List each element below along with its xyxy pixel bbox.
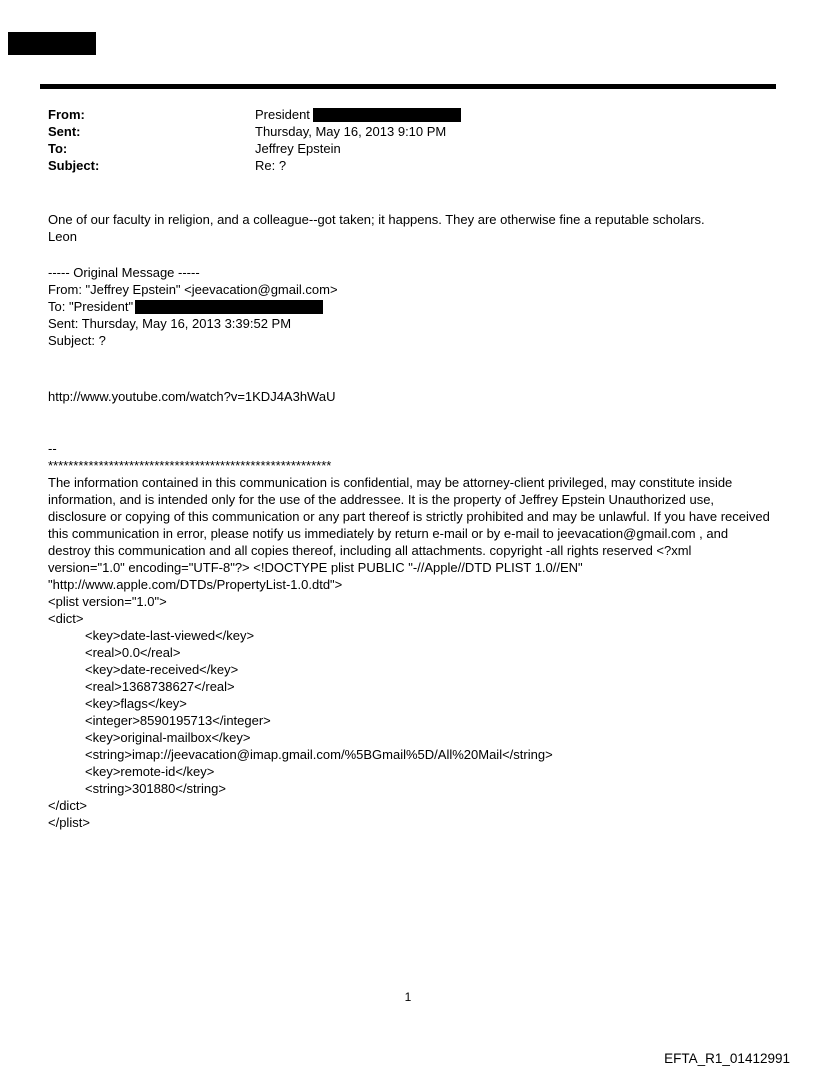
- redaction-bar-from: [313, 108, 461, 122]
- sent-value: Thursday, May 16, 2013 9:10 PM: [255, 124, 447, 139]
- disclaimer-text: The information contained in this communication is confidential, may be attorney-client privileged, may constitute inside information, and is intended only for the use of the addressee. It is the property of Jeffrey Epstein Unauthorized use, disclosure or copying of this communication or any part thereof is strictly prohibited and may be unlawful. If you have received this communication in error, please notify us immediately by return e-mail or by e-mail to jeevacation@gmail.com , and destroy this communication and all copies thereof, including all attachments. copyright -all rights reserved <?xml version="1.0" encoding="UTF-8"?> <!DOCTYPE plist PUBLIC "-//Apple//DTD PLIST 1.0//EN" "http://www.apple.com/DTDs/PropertyList-1.0.dtd">: [48, 475, 770, 592]
- message-body: [48, 211, 770, 245]
- original-to-text: To: "President": [48, 299, 134, 314]
- plist-line: <real>1368738627</real>: [85, 679, 235, 694]
- plist-line: <string>imap://jeevacation@imap.gmail.com/%5BGmail%5D/All%20Mail</string>: [85, 747, 553, 762]
- original-subject-line: Subject: ?: [48, 333, 106, 348]
- plist-line: <integer>8590195713</integer>: [85, 713, 271, 728]
- subject-label: Subject:: [48, 158, 100, 173]
- plist-line: <string>301880</string>: [85, 781, 226, 796]
- asterisk-line: ********************************************************: [48, 458, 332, 473]
- original-message-divider: ----- Original Message -----: [48, 265, 200, 280]
- header-row-subject: [48, 157, 768, 174]
- plist-line: <key>date-last-viewed</key>: [85, 628, 255, 643]
- plist-line: </plist>: [48, 815, 90, 830]
- signature-divider: --: [48, 441, 57, 456]
- plist-line: <key>date-received</key>: [85, 662, 239, 677]
- signature-disclaimer-block: [48, 440, 770, 831]
- email-header: [48, 106, 768, 174]
- plist-line: </dict>: [48, 798, 88, 813]
- to-value: Jeffrey Epstein: [255, 141, 341, 156]
- plist-line: <plist version="1.0">: [48, 594, 167, 609]
- header-divider-rule: [40, 84, 776, 89]
- plist-line: <key>flags</key>: [85, 696, 187, 711]
- plist-line: <dict>: [48, 611, 84, 626]
- from-value-text: President: [255, 107, 310, 122]
- redaction-bar-top-left: [8, 32, 96, 55]
- original-to-line: [48, 298, 770, 315]
- page-number: 1: [404, 990, 412, 1004]
- youtube-link[interactable]: http://www.youtube.com/watch?v=1KDJ4A3hWaU: [48, 389, 336, 404]
- header-row-to: [48, 140, 768, 157]
- original-message-header: [48, 264, 770, 349]
- from-value: [255, 106, 768, 123]
- sent-label: Sent:: [48, 124, 81, 139]
- subject-value: Re: ?: [255, 158, 287, 173]
- signature-name: Leon: [48, 229, 77, 244]
- original-sent-line: Sent: Thursday, May 16, 2013 3:39:52 PM: [48, 316, 292, 331]
- header-row-sent: [48, 123, 768, 140]
- redaction-bar-original-to: [135, 300, 323, 314]
- to-label: To:: [48, 141, 68, 156]
- original-from-line: From: "Jeffrey Epstein" <jeevacation@gmail.com>: [48, 282, 338, 297]
- header-row-from: [48, 106, 768, 123]
- bates-number: EFTA_R1_01412991: [664, 1051, 790, 1066]
- message-line: One of our faculty in religion, and a colleague--got taken; it happens. They are otherwise fine a reputable scholars.: [48, 212, 705, 227]
- plist-line: <real>0.0</real>: [85, 645, 181, 660]
- plist-line: <key>original-mailbox</key>: [85, 730, 251, 745]
- plist-line: <key>remote-id</key>: [85, 764, 215, 779]
- from-label: From:: [48, 107, 85, 122]
